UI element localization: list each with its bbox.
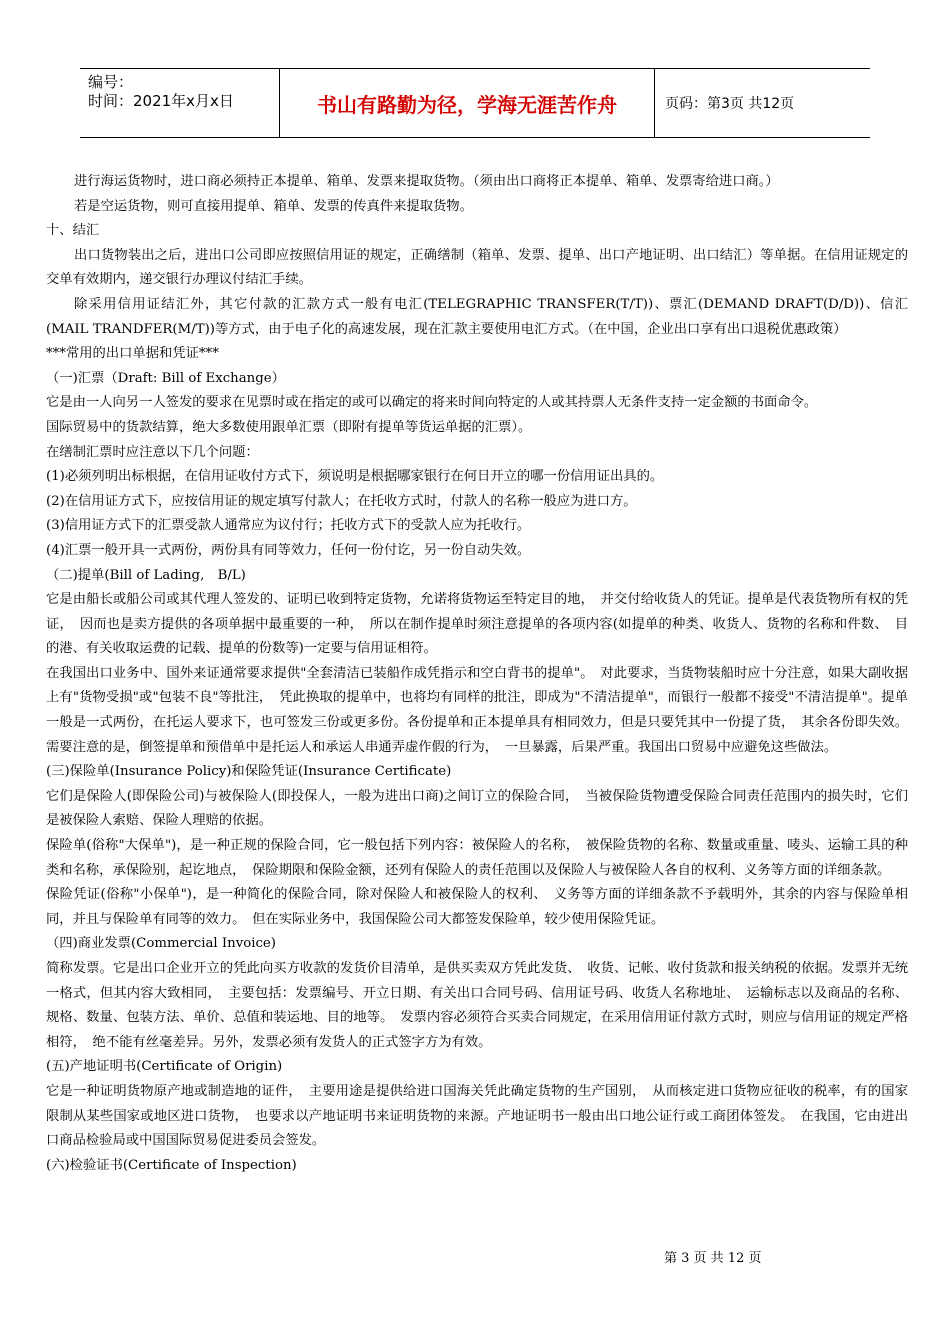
body-paragraph: （一)汇票（Draft: Bill of Exchange） — [46, 370, 285, 386]
body-paragraph: (1)必须列明出标根据，在信用证收付方式下，须说明是根据哪家银行在何日开立的哪一份信用证出具的。 — [46, 469, 664, 485]
body-paragraph: 保险凭证(俗称"小保单")，是一种简化的保险合同，除对保险人和被保险人的权利、 义务等方面的详细条款不予载明外，其余的内容与保险单相同，并且与保险单有同等的效力。 但在实际业务中，我国保险公司大都签发保险单，较少使用保险凭证。 — [46, 887, 908, 927]
body-paragraph: 除采用信用证结汇外，其它付款的汇款方式一般有电汇(TELEGRAPHIC TRANSFER(T/T))、票汇(DEMAND DRAFT(D/D))、信汇(MAIL TRANDFER(M/T))等方式，由于电子化的高速发展，现在汇款主要使用电汇方式。（在中国，企业出口享有出口退税优惠政策） — [46, 296, 908, 337]
header-motto: 书山有路勤为径，学海无涯苦作舟 — [280, 69, 655, 137]
body-paragraph: （四)商业发票(Commercial Invoice) — [46, 936, 276, 952]
body-paragraph: 它是由船长或船公司或其代理人签发的、证明已收到特定货物，允诺将货物运至特定目的地， 并交付给收货人的凭证。提单是代表货物所有权的凭证， 因而也是卖方提供的各项单据中最重要的一种， 所以在制作提单时须注意提单的各项内容(如提单的种类、收货人、货物的名称和件数、 目的港、有关收取运费的记载、提单的份数等)一定要与信用证相符。 — [46, 592, 908, 657]
body-paragraph: (2)在信用证方式下，应按信用证的规定填写付款人；在托收方式时，付款人的名称一般应为进口方。 — [46, 493, 637, 509]
page-header — [80, 68, 870, 138]
body-paragraph: (3)信用证方式下的汇票受款人通常应为议付行；托收方式下的受款人应为托收行。 — [46, 518, 531, 534]
body-paragraph: 十、结汇 — [46, 223, 100, 239]
body-paragraph: 它们是保险人(即保险公司)与被保险人(即投保人，一般为进出口商)之间订立的保险合同， 当被保险货物遭受保险合同责任范围内的损失时，它们是被保险人索赔、保险人理赔的依据。 — [46, 788, 908, 829]
document-body — [46, 170, 908, 1178]
body-paragraph: 在我国出口业务中、国外来证通常要求提供"全套清洁已装船作成凭指示和空白背书的提单"。 对此要求，当货物装船时应十分注意，如果大副收据上有"货物受损"或"包装不良"等批注， 凭此换取的提单中，也将均有同样的批注，即成为"不清洁提单"，而银行一般都不接受"不清洁提单"。提单一般是一式两份，在托运人要求下，也可签发三份或更多份。各份提单和正本提单具有相同效力，但是只要凭其中一份提了货， 其余各份即失效。需要注意的是，倒签提单和预借单中是托运人和承运人串通弄虚作假的行为， 一旦暴露，后果严重。我国出口贸易中应避免这些做法。 — [46, 665, 908, 755]
body-paragraph: (五)产地证明书(Certificate of Origin) — [46, 1059, 283, 1075]
header-meta — [80, 69, 280, 137]
body-paragraph: 在缮制汇票时应注意以下几个问题： — [46, 444, 259, 460]
document-number-label: 编号： — [88, 73, 134, 91]
header-page-info: 页码：第3页 共12页 — [665, 96, 795, 112]
body-paragraph: （二)提单(Bill of Lading, B/L) — [46, 567, 246, 583]
body-paragraph: 国际贸易中的货款结算，绝大多数使用跟单汇票（即附有提单等货运单据的汇票）。 — [46, 419, 532, 435]
body-paragraph: ***常用的出口单据和凭证*** — [46, 346, 219, 362]
page-footer: 第 3 页 共 12 页 — [664, 1251, 762, 1266]
body-paragraph: 保险单(俗称"大保单")，是一种正规的保险合同，它一般包括下列内容：被保险人的名称， 被保险货物的名称、数量或重量、唛头、运输工具的种类和名称，承保险别，起讫地点， 保险期限和保险金额，还列有保险人的责任范围以及保险人与被保险人各自的权利、义务等方面的详细条款。 — [46, 838, 908, 878]
body-paragraph: 简称发票。它是出口企业开立的凭此向买方收款的发货价目清单，是供买卖双方凭此发货、 收货、记帐、收付货款和报关纳税的依据。发票并无统一格式，但其内容大致相同， 主要包括：发票编号、开立日期、有关出口合同号码、信用证号码、收货人名称地址、 运输标志以及商品的名称、规格、数量、包装方法、单价、总值和装运地、目的地等。 发票内容必须符合买卖合同规定，在采用信用证付款方式时，则应与信用证的规定严格相符， 绝不能有丝毫差异。另外，发票必须有发货人的正式签字方为有效。 — [46, 961, 908, 1050]
body-paragraph: 它是由一人向另一人签发的要求在见票时或在指定的或可以确定的将来时间向特定的人或其持票人无条件支持一定金额的书面命令。 — [46, 395, 818, 411]
body-paragraph: (4)汇票一般开具一式两份，两份具有同等效力，任何一份付讫，另一份自动失效。 — [46, 542, 531, 558]
body-paragraph: 若是空运货物，则可直接用提单、箱单、发票的传真件来提取货物。 — [74, 198, 473, 214]
body-paragraph: 进行海运货物时，进口商必须持正本提单、箱单、发票来提取货物。（须由出口商将正本提单、箱单、发票寄给进口商。） — [74, 174, 779, 189]
document-time-label: 时间：2021年x月x日 — [88, 92, 234, 110]
body-paragraph: 出口货物装出之后，进出口公司即应按照信用证的规定，正确缮制（箱单、发票、提单、出口产地证明、出口结汇）等单据。在信用证规定的交单有效期内，递交银行办理议付结汇手续。 — [46, 247, 908, 288]
body-paragraph: (六)检验证书(Certificate of Inspection) — [46, 1157, 297, 1173]
body-paragraph: 它是一种证明货物原产地或制造地的证件， 主要用途是提供给进口国海关凭此确定货物的生产国别， 从而核定进口货物应征收的税率，有的国家限制从某些国家或地区进口货物， 也要求以产地证明书来证明货物的来源。产地证明书一般由出口地公证行或工商团体签发。 在我国，它由进出口商品检验局或中国国际贸易促进委员会签发。 — [46, 1083, 908, 1149]
body-paragraph: (三)保险单(Insurance Policy)和保险凭证(Insurance Certificate) — [46, 764, 452, 780]
